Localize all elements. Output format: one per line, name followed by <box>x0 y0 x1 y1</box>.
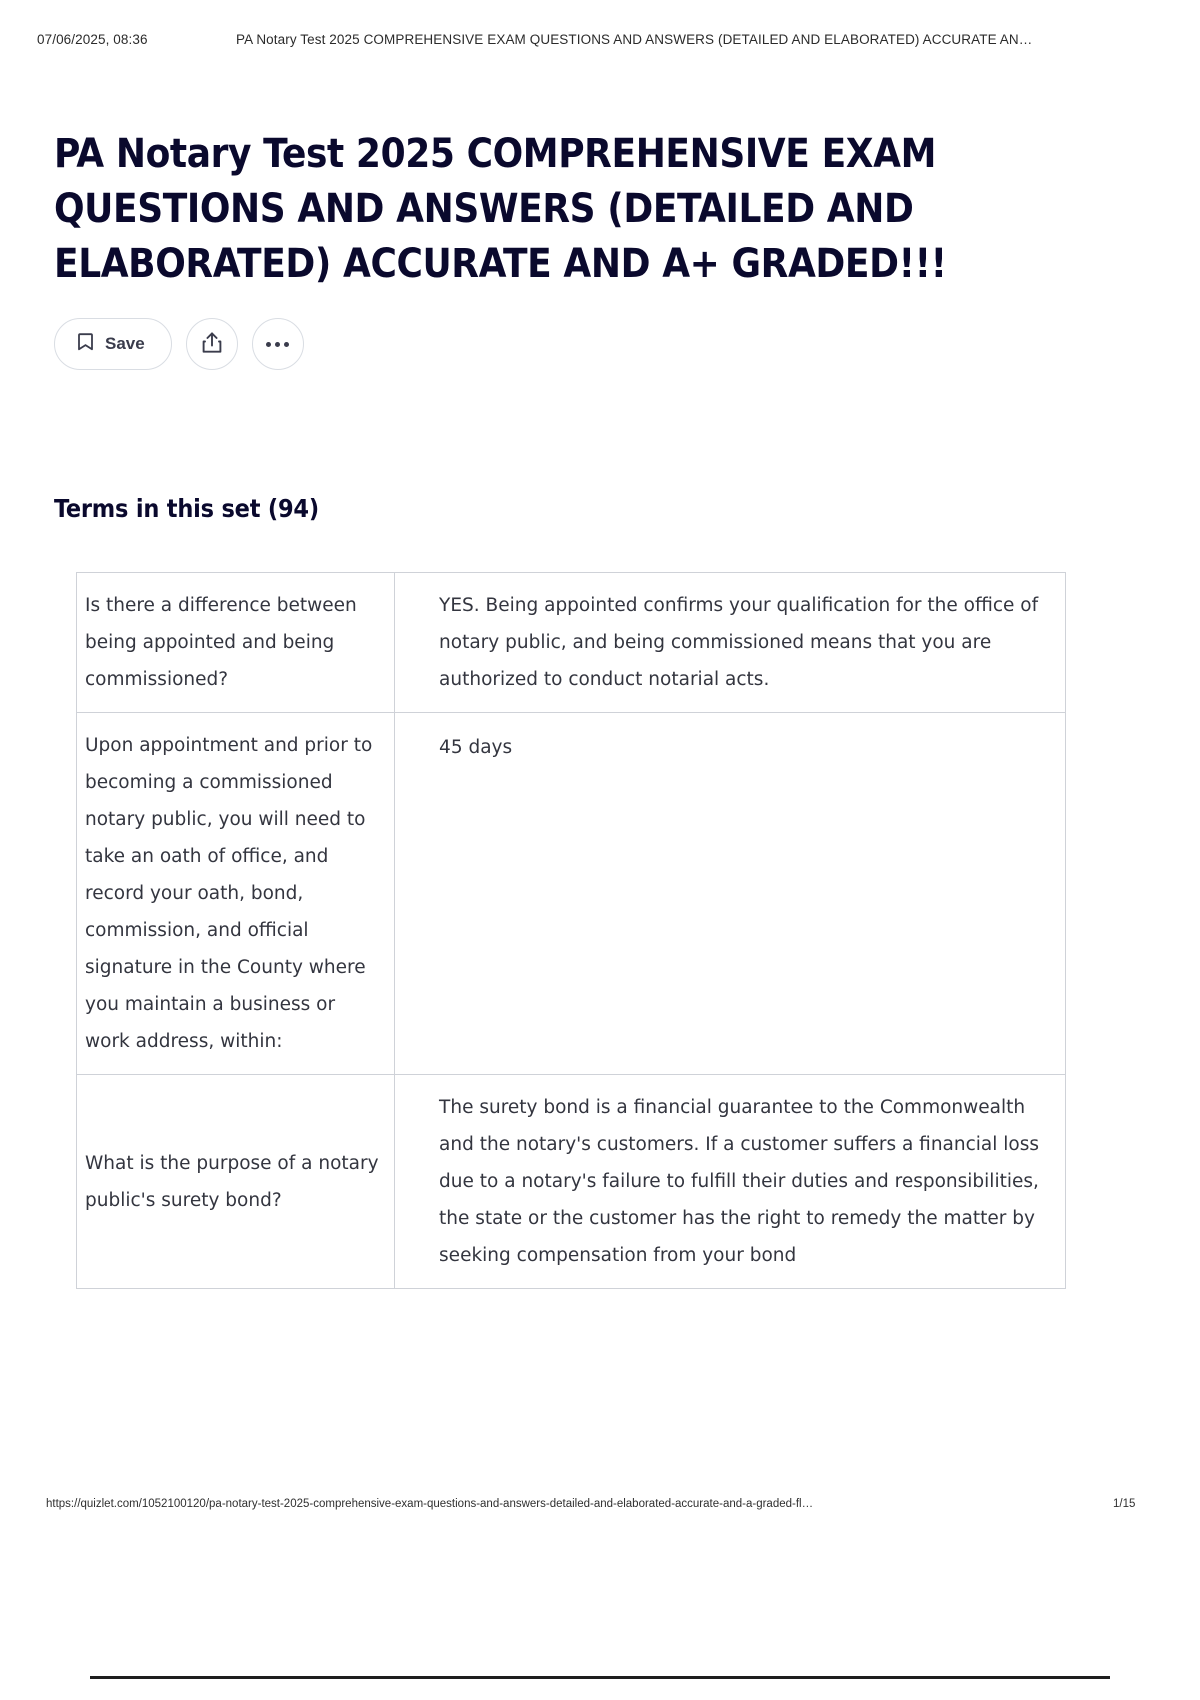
print-header-date: 07/06/2025, 08:36 <box>37 31 148 47</box>
definition-cell: The surety bond is a financial guarantee to the Commonwealth and the notary's customers. If a customer suffers a financial loss due to a notary's failure to fulfill their duties and responsibilities, the state or the customer has the right to remedy the matter by seeking compensation from your bond <box>395 1075 1066 1289</box>
more-options-button[interactable] <box>252 318 304 370</box>
print-header-title: PA Notary Test 2025 COMPREHENSIVE EXAM QUESTIONS AND ANSWERS (DETAILED AND ELABORATED) ACCURATE AN… <box>236 31 1033 47</box>
page-bottom-rule <box>90 1676 1110 1679</box>
table-row <box>77 1075 1066 1289</box>
term-cell: Upon appointment and prior to becoming a commissioned notary public, you will need to take an oath of office, and record your oath, bond, commission, and official signature in the County where you maintain a business or work address, within: <box>77 713 395 1075</box>
print-header <box>0 28 1200 50</box>
bookmark-icon <box>77 332 94 357</box>
share-icon <box>201 331 223 358</box>
action-bar <box>54 318 304 370</box>
table-row <box>77 573 1066 713</box>
print-footer <box>0 1498 1200 1518</box>
page-title: PA Notary Test 2025 COMPREHENSIVE EXAM QUESTIONS AND ANSWERS (DETAILED AND ELABORATED) ACCURATE AND A+ GRADED!!! <box>54 130 947 288</box>
print-footer-page-number: 1/15 <box>1113 1498 1136 1510</box>
definition-cell: YES. Being appointed confirms your qualification for the office of notary public, and being commissioned means that you are authorized to conduct notarial acts. <box>395 573 1066 713</box>
definition-cell: 45 days <box>395 713 1066 1075</box>
share-button[interactable] <box>186 318 238 370</box>
terms-table <box>76 572 1066 1289</box>
more-horizontal-icon <box>266 342 289 347</box>
print-footer-url: https://quizlet.com/1052100120/pa-notary-test-2025-comprehensive-exam-questions-and-answers-detailed-and-elaborated-accurate-and-a-graded-fl… <box>46 1498 814 1510</box>
save-button-label: Save <box>105 334 145 353</box>
term-cell: Is there a difference between being appointed and being commissioned? <box>77 573 395 713</box>
save-button[interactable] <box>54 318 172 370</box>
term-cell: What is the purpose of a notary public's surety bond? <box>77 1075 395 1289</box>
table-row <box>77 713 1066 1075</box>
terms-section-heading: Terms in this set (94) <box>54 493 319 523</box>
